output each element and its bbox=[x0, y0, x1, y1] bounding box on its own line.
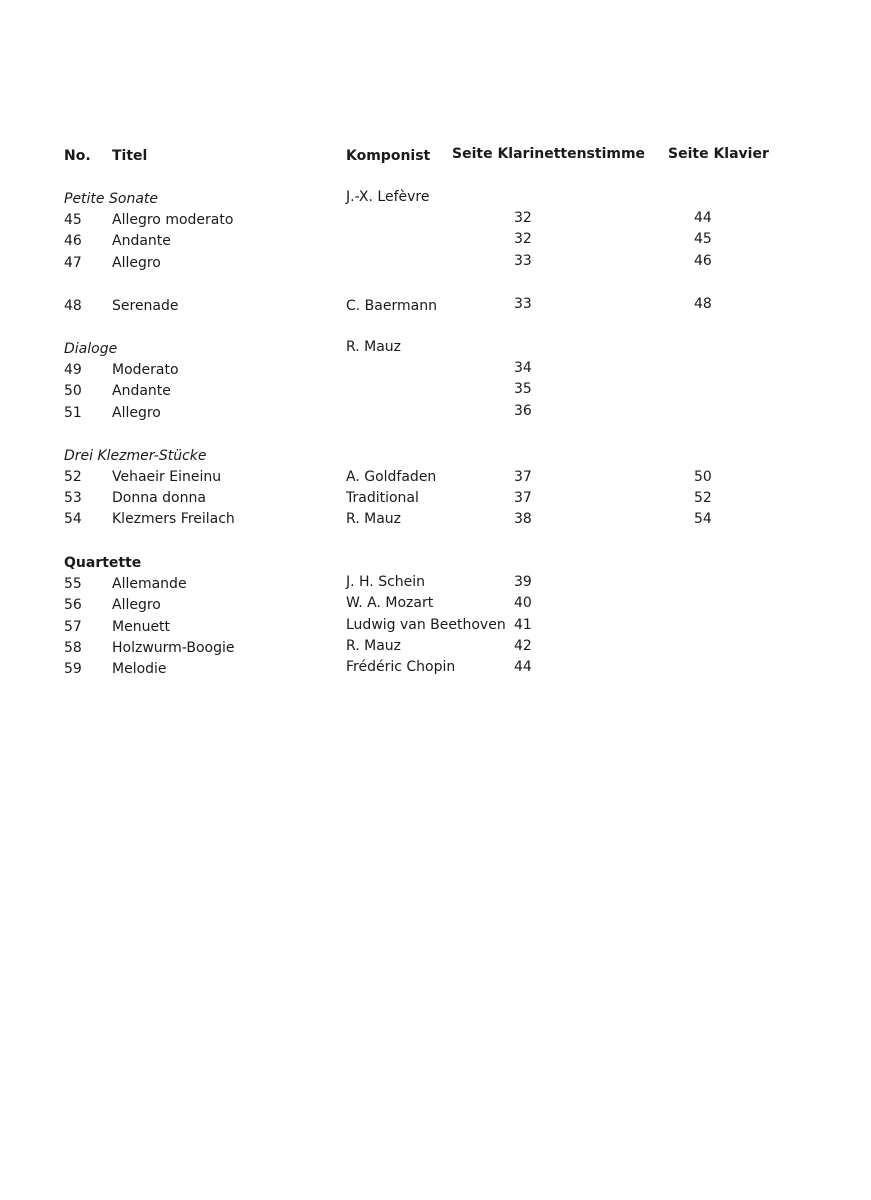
row-number: 51 bbox=[64, 405, 82, 421]
row-piano-page: 54 bbox=[694, 511, 712, 527]
row-number: 46 bbox=[64, 233, 82, 249]
table-row bbox=[0, 509, 871, 530]
section-title: Quartette bbox=[64, 555, 142, 571]
table-row bbox=[0, 381, 871, 402]
row-piano-page: 50 bbox=[694, 469, 712, 485]
section-title: Petite Sonate bbox=[64, 191, 158, 207]
table-row bbox=[0, 467, 871, 488]
row-clarinet-page: 37 bbox=[514, 490, 532, 506]
row-clarinet-page: 42 bbox=[514, 638, 532, 654]
row-composer: Frédéric Chopin bbox=[346, 659, 456, 675]
row-title: Andante bbox=[112, 383, 171, 399]
row-title: Allegro bbox=[112, 255, 161, 271]
header-clarinet-page: Seite Klarinettenstimme bbox=[452, 146, 646, 162]
row-piano-page: 44 bbox=[694, 210, 712, 226]
section-title: Dialoge bbox=[64, 341, 118, 357]
row-number: 57 bbox=[64, 619, 82, 635]
row-clarinet-page: 39 bbox=[514, 574, 532, 590]
table-row bbox=[0, 253, 871, 274]
row-clarinet-page: 35 bbox=[514, 381, 532, 397]
row-title: Melodie bbox=[112, 661, 167, 677]
row-clarinet-page: 37 bbox=[514, 469, 532, 485]
section-heading-petite-sonate bbox=[0, 189, 871, 210]
row-clarinet-page: 34 bbox=[514, 360, 532, 376]
row-piano-page: 52 bbox=[694, 490, 712, 506]
table-row bbox=[0, 403, 871, 424]
row-title: Serenade bbox=[112, 298, 179, 314]
row-composer: R. Mauz bbox=[346, 638, 402, 654]
section-heading-dialoge bbox=[0, 339, 871, 360]
row-title: Donna donna bbox=[112, 490, 206, 506]
row-title: Andante bbox=[112, 233, 171, 249]
row-number: 45 bbox=[64, 212, 82, 228]
table-row bbox=[0, 574, 871, 595]
row-title: Allegro bbox=[112, 405, 161, 421]
section-heading-quartette bbox=[0, 553, 871, 574]
row-number: 49 bbox=[64, 362, 82, 378]
table-row bbox=[0, 617, 871, 638]
row-title: Allegro bbox=[112, 597, 161, 613]
row-clarinet-page: 33 bbox=[514, 296, 532, 312]
header-no: No. bbox=[64, 148, 91, 164]
row-number: 48 bbox=[64, 298, 82, 314]
row-number: 55 bbox=[64, 576, 82, 592]
section-title: Drei Klezmer-Stücke bbox=[64, 448, 207, 464]
row-number: 58 bbox=[64, 640, 82, 656]
row-title: Holzwurm-Boogie bbox=[112, 640, 235, 656]
table-row bbox=[0, 659, 871, 680]
table-row bbox=[0, 638, 871, 659]
row-clarinet-page: 40 bbox=[514, 595, 532, 611]
row-clarinet-page: 33 bbox=[514, 253, 532, 269]
header-composer: Komponist bbox=[346, 148, 431, 164]
table-header bbox=[0, 146, 871, 167]
row-title: Klezmers Freilach bbox=[112, 511, 235, 527]
row-number: 52 bbox=[64, 469, 82, 485]
row-number: 50 bbox=[64, 383, 82, 399]
table-row bbox=[0, 231, 871, 252]
table-row bbox=[0, 488, 871, 509]
row-number: 47 bbox=[64, 255, 82, 271]
header-title: Titel bbox=[112, 148, 148, 164]
row-title: Allemande bbox=[112, 576, 187, 592]
row-clarinet-page: 36 bbox=[514, 403, 532, 419]
row-title: Allegro moderato bbox=[112, 212, 234, 228]
row-piano-page: 46 bbox=[694, 253, 712, 269]
row-title: Vehaeir Eineinu bbox=[112, 469, 222, 485]
row-composer: C. Baermann bbox=[346, 298, 437, 314]
section-composer: R. Mauz bbox=[346, 339, 402, 355]
row-piano-page: 45 bbox=[694, 231, 712, 247]
table-row bbox=[0, 296, 871, 317]
row-clarinet-page: 41 bbox=[514, 617, 532, 633]
row-clarinet-page: 32 bbox=[514, 210, 532, 226]
header-piano-page: Seite Klavier bbox=[668, 146, 769, 162]
table-row bbox=[0, 210, 871, 231]
row-composer: A. Goldfaden bbox=[346, 469, 437, 485]
row-clarinet-page: 44 bbox=[514, 659, 532, 675]
row-composer: J. H. Schein bbox=[346, 574, 426, 590]
row-composer: Ludwig van Beethoven bbox=[346, 617, 506, 633]
row-piano-page: 48 bbox=[694, 296, 712, 312]
table-row bbox=[0, 595, 871, 616]
row-number: 59 bbox=[64, 661, 82, 677]
row-clarinet-page: 38 bbox=[514, 511, 532, 527]
row-composer: Traditional bbox=[346, 490, 419, 506]
row-composer: W. A. Mozart bbox=[346, 595, 434, 611]
row-title: Moderato bbox=[112, 362, 179, 378]
row-title: Menuett bbox=[112, 619, 171, 635]
row-number: 56 bbox=[64, 597, 82, 613]
row-number: 53 bbox=[64, 490, 82, 506]
row-composer: R. Mauz bbox=[346, 511, 402, 527]
row-number: 54 bbox=[64, 511, 82, 527]
section-composer: J.-X. Lefèvre bbox=[346, 189, 430, 205]
table-row bbox=[0, 360, 871, 381]
row-clarinet-page: 32 bbox=[514, 231, 532, 247]
section-heading-klezmer bbox=[0, 446, 871, 467]
